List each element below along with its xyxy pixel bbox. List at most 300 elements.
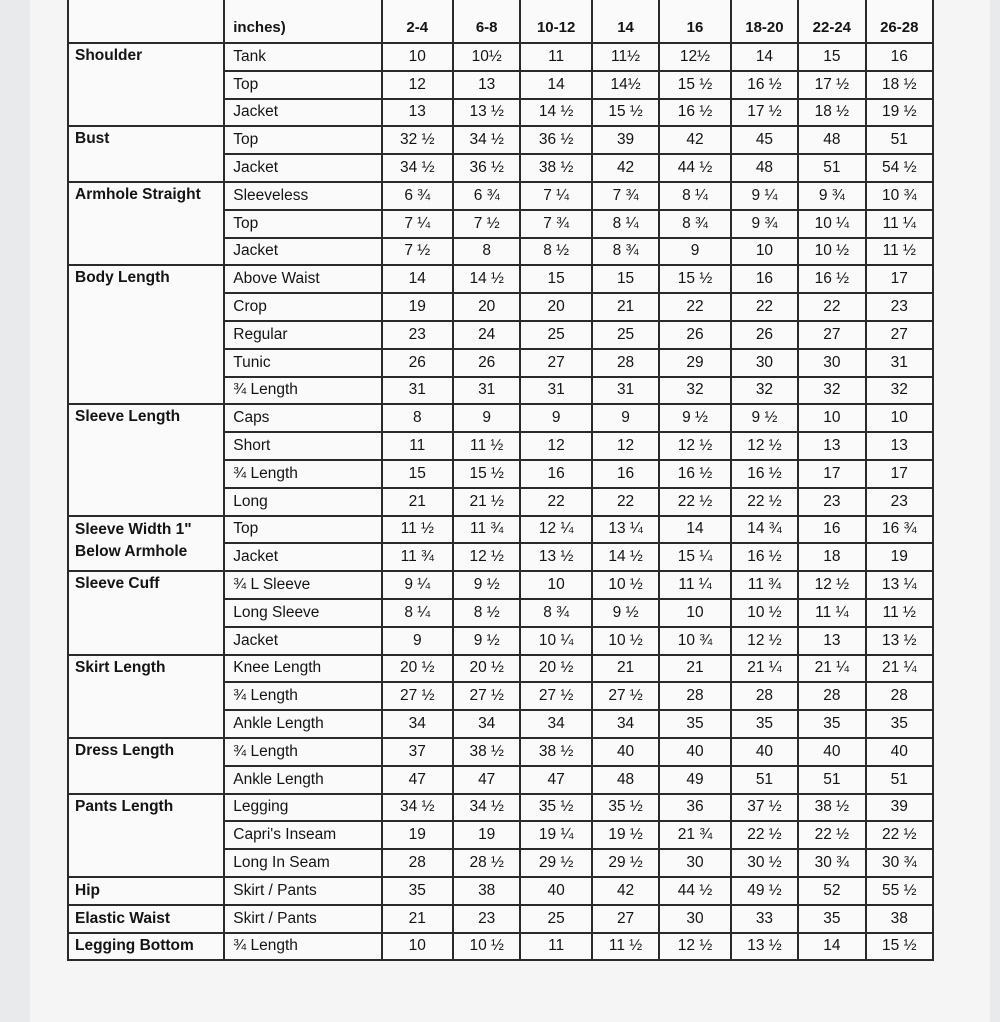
measurement-value: 13 (382, 99, 453, 127)
measurement-value: 40 (866, 738, 933, 766)
measurement-value: 29 ½ (592, 849, 659, 877)
measurement-value: 34 ½ (382, 154, 453, 182)
measurement-value: 8 ¼ (592, 210, 659, 238)
measurement-value: 12 ½ (659, 432, 730, 460)
measurement-label: Long Sleeve (224, 599, 381, 627)
measurement-value: 23 (453, 905, 520, 933)
measurement-value: 22 (520, 488, 591, 516)
measurement-value: 29 (659, 349, 730, 377)
measurement-value: 15 (520, 265, 591, 293)
measurement-value: 27 (866, 321, 933, 349)
measurement-value: 30 (798, 349, 865, 377)
measurement-value: 26 (659, 321, 730, 349)
measurement-value: 15 (798, 43, 865, 71)
measurement-value: 19 (382, 293, 453, 321)
measurement-value: 14 ½ (453, 265, 520, 293)
measurement-value: 42 (659, 126, 730, 154)
measurement-value: 49 (659, 766, 730, 794)
size-header: 6-8 (453, 0, 520, 43)
measurement-value: 13 (866, 432, 933, 460)
measurement-value: 19 ½ (866, 99, 933, 127)
measurement-value: 48 (731, 154, 798, 182)
measurement-value: 9 ¼ (382, 571, 453, 599)
measurement-value: 8 ¼ (659, 182, 730, 210)
measurement-value: 21 ¼ (731, 655, 798, 683)
measurement-value: 42 (592, 877, 659, 905)
size-chart-table (67, 0, 934, 961)
measurement-value: 16 ½ (659, 99, 730, 127)
measurement-value: 21 (382, 905, 453, 933)
measurement-value: 35 (382, 877, 453, 905)
measurement-value: 22 ½ (798, 821, 865, 849)
measurement-value: 25 (520, 321, 591, 349)
measurement-value: 39 (866, 794, 933, 822)
measurement-value: 21 (382, 488, 453, 516)
measurement-value: 14 (798, 933, 865, 961)
measurement-value: 15 ½ (659, 265, 730, 293)
category-label: Armhole Straight (68, 182, 224, 265)
measurement-value: 38 (453, 877, 520, 905)
measurement-value: 23 (798, 488, 865, 516)
measurement-value: 10½ (453, 43, 520, 71)
measurement-value: 12 ½ (453, 543, 520, 571)
measurement-value: 14 ½ (592, 543, 659, 571)
measurement-value: 44 ½ (659, 154, 730, 182)
measurement-value: 47 (520, 766, 591, 794)
measurement-label: Ankle Length (224, 766, 381, 794)
measurement-label: Long In Seam (224, 849, 381, 877)
measurement-value: 38 ½ (453, 738, 520, 766)
measurement-label: Tunic (224, 349, 381, 377)
measurement-value: 20 (453, 293, 520, 321)
measurement-value: 27 (798, 321, 865, 349)
measurement-label: Jacket (224, 238, 381, 266)
measurement-value: 7 ½ (382, 238, 453, 266)
category-label: Sleeve Cuff (68, 571, 224, 654)
measurement-value: 28 (592, 349, 659, 377)
measurement-value: 13 ½ (520, 543, 591, 571)
measurement-value: 28 ½ (453, 849, 520, 877)
measurement-value: 16 ¾ (866, 516, 933, 544)
measurement-value: 18 ½ (798, 99, 865, 127)
category-label: Pants Length (68, 794, 224, 877)
size-header: 14 (592, 0, 659, 43)
measurement-value: 31 (866, 349, 933, 377)
measurement-value: 20 ½ (382, 655, 453, 683)
measurement-label: ¾ L Sleeve (224, 571, 381, 599)
measurement-value: 31 (382, 377, 453, 405)
measurement-value: 11 ½ (592, 933, 659, 961)
measurement-value: 30 ¾ (866, 849, 933, 877)
measurement-value: 28 (382, 849, 453, 877)
measurement-value: 11 ¼ (866, 210, 933, 238)
measurement-value: 9 ¾ (798, 182, 865, 210)
category-label: Bust (68, 126, 224, 182)
measurement-value: 9 ¼ (731, 182, 798, 210)
measurement-value: 10 ¼ (520, 627, 591, 655)
measurement-value: 26 (453, 349, 520, 377)
measurement-value: 13 ¼ (592, 516, 659, 544)
measurement-value: 9 (453, 404, 520, 432)
measurement-value: 25 (592, 321, 659, 349)
measurement-value: 27 (520, 349, 591, 377)
table-row (68, 182, 933, 210)
measurement-value: 15 ¼ (659, 543, 730, 571)
measurement-label: Capri's Inseam (224, 821, 381, 849)
measurement-value: 36 (659, 794, 730, 822)
measurement-value: 30 ½ (731, 849, 798, 877)
measurement-value: 10 (798, 404, 865, 432)
measurement-value: 11 (382, 432, 453, 460)
measurement-value: 40 (520, 877, 591, 905)
measurement-value: 12½ (659, 43, 730, 71)
table-row (68, 877, 933, 905)
measurement-label: ¾ Length (224, 933, 381, 961)
measurement-value: 7 ¼ (520, 182, 591, 210)
measurement-value: 13 ¼ (866, 571, 933, 599)
table-row (68, 905, 933, 933)
measurement-value: 16 ½ (731, 460, 798, 488)
measurement-value: 25 (520, 905, 591, 933)
category-label: Sleeve Width 1" Below Armhole (68, 516, 224, 572)
measurement-value: 17 (866, 265, 933, 293)
measurement-value: 10 (659, 599, 730, 627)
measurement-value: 35 ½ (592, 794, 659, 822)
measurement-label: Long (224, 488, 381, 516)
measurement-value: 40 (592, 738, 659, 766)
measurement-value: 37 (382, 738, 453, 766)
measurement-value: 33 (731, 905, 798, 933)
measurement-value: 11 (520, 43, 591, 71)
measurement-value: 23 (382, 321, 453, 349)
measurement-value: 10 ¾ (866, 182, 933, 210)
measurement-value: 15 ½ (659, 71, 730, 99)
measurement-value: 16 (520, 460, 591, 488)
measurement-value: 20 ½ (520, 655, 591, 683)
measurement-value: 40 (731, 738, 798, 766)
measurement-value: 10 (520, 571, 591, 599)
measurement-value: 35 (659, 710, 730, 738)
measurement-value: 19 ½ (592, 821, 659, 849)
measurement-value: 28 (731, 682, 798, 710)
measurement-value: 28 (659, 682, 730, 710)
measurement-value: 10 ½ (798, 238, 865, 266)
size-header: 10-12 (520, 0, 591, 43)
measurement-value: 21 ½ (453, 488, 520, 516)
measurement-label: Above Waist (224, 265, 381, 293)
measurement-label: ¾ Length (224, 377, 381, 405)
measurement-value: 22 (592, 488, 659, 516)
measurement-value: 10 ¼ (798, 210, 865, 238)
measurement-value: 51 (866, 766, 933, 794)
measurement-value: 11 (520, 933, 591, 961)
category-label: Hip (68, 877, 224, 905)
measurement-value: 14 (520, 71, 591, 99)
measurement-value: 30 (731, 349, 798, 377)
table-row (68, 933, 933, 961)
measurement-value: 12 ½ (659, 933, 730, 961)
measurement-label: Tank (224, 43, 381, 71)
measurement-value: 11 ¼ (798, 599, 865, 627)
measurement-value: 24 (453, 321, 520, 349)
measurement-value: 29 ½ (520, 849, 591, 877)
measurement-value: 8 ½ (520, 238, 591, 266)
measurement-label: Skirt / Pants (224, 877, 381, 905)
measurement-value: 11½ (592, 43, 659, 71)
measurement-value: 31 (592, 377, 659, 405)
measurement-value: 27 ½ (520, 682, 591, 710)
measurement-value: 12 (520, 432, 591, 460)
measurement-value: 13 (453, 71, 520, 99)
table-row (68, 794, 933, 822)
measurement-label: Jacket (224, 543, 381, 571)
measurement-value: 34 ½ (453, 126, 520, 154)
measurement-value: 35 (731, 710, 798, 738)
measurement-value: 8 (382, 404, 453, 432)
measurement-value: 10 ½ (731, 599, 798, 627)
measurement-value: 55 ½ (866, 877, 933, 905)
measurement-value: 47 (382, 766, 453, 794)
measurement-label: Caps (224, 404, 381, 432)
measurement-value: 7 ¾ (520, 210, 591, 238)
measurement-value: 38 ½ (520, 738, 591, 766)
measurement-value: 15 ½ (592, 99, 659, 127)
table-row (68, 126, 933, 154)
measurement-value: 13 (798, 627, 865, 655)
measurement-value: 11 ½ (382, 516, 453, 544)
measurement-label: Jacket (224, 99, 381, 127)
category-label: Skirt Length (68, 655, 224, 738)
measurement-label: Knee Length (224, 655, 381, 683)
measurement-label: Regular (224, 321, 381, 349)
size-header: 2-4 (382, 0, 453, 43)
measurement-value: 13 (798, 432, 865, 460)
measurement-label: Crop (224, 293, 381, 321)
measurement-value: 7 ¼ (382, 210, 453, 238)
category-label: Legging Bottom (68, 933, 224, 961)
measurement-value: 34 ½ (382, 794, 453, 822)
table-row (68, 655, 933, 683)
category-label: Elastic Waist (68, 905, 224, 933)
measurement-value: 10 ¾ (659, 627, 730, 655)
measurement-value: 20 (520, 293, 591, 321)
measurement-value: 11 ¾ (382, 543, 453, 571)
measurement-value: 49 ½ (731, 877, 798, 905)
measurement-value: 8 ½ (453, 599, 520, 627)
measurement-label: Top (224, 516, 381, 544)
measurement-value: 51 (798, 154, 865, 182)
measurement-value: 21 ¾ (659, 821, 730, 849)
category-label: Sleeve Length (68, 404, 224, 515)
measurement-value: 9 ½ (592, 599, 659, 627)
measurement-value: 26 (382, 349, 453, 377)
measurement-value: 7 ½ (453, 210, 520, 238)
measurement-value: 35 ½ (520, 794, 591, 822)
measurement-value: 35 (798, 905, 865, 933)
measurement-value: 28 (798, 682, 865, 710)
measurement-value: 9 (592, 404, 659, 432)
measurement-value: 22 (659, 293, 730, 321)
measurement-label: ¾ Length (224, 682, 381, 710)
measurement-value: 31 (520, 377, 591, 405)
measurement-label: Top (224, 71, 381, 99)
size-header: 22-24 (798, 0, 865, 43)
measurement-value: 34 (592, 710, 659, 738)
measurement-value: 32 (866, 377, 933, 405)
measurement-value: 51 (798, 766, 865, 794)
measurement-value: 34 (453, 710, 520, 738)
measurement-value: 22 ½ (659, 488, 730, 516)
measurement-value: 27 (592, 905, 659, 933)
measurement-value: 44 ½ (659, 877, 730, 905)
measurement-value: 11 ½ (866, 238, 933, 266)
measurement-value: 17 (798, 460, 865, 488)
measurement-value: 10 (866, 404, 933, 432)
measurement-value: 10 (382, 933, 453, 961)
measurement-value: 10 (382, 43, 453, 71)
header-row (68, 0, 933, 43)
measurement-value: 23 (866, 293, 933, 321)
measurement-value: 40 (798, 738, 865, 766)
measurement-value: 9 ½ (731, 404, 798, 432)
measurement-value: 17 ½ (731, 99, 798, 127)
measurement-value: 15 ½ (453, 460, 520, 488)
measurement-value: 13 ½ (453, 99, 520, 127)
measurement-value: 19 (382, 821, 453, 849)
measurement-value: 11 ½ (866, 599, 933, 627)
measurement-value: 11 ¾ (453, 516, 520, 544)
measurement-value: 51 (866, 126, 933, 154)
measurement-value: 12 (592, 432, 659, 460)
size-chart-body (68, 0, 933, 960)
measurement-value: 10 ½ (592, 627, 659, 655)
measurement-value: 16 (798, 516, 865, 544)
header-measure-label: inches) (224, 0, 381, 43)
measurement-value: 11 ½ (453, 432, 520, 460)
measurement-value: 15 (382, 460, 453, 488)
measurement-value: 14 (731, 43, 798, 71)
table-row (68, 43, 933, 71)
measurement-value: 12 ½ (731, 432, 798, 460)
measurement-value: 47 (453, 766, 520, 794)
measurement-value: 16 ½ (659, 460, 730, 488)
measurement-value: 42 (592, 154, 659, 182)
measurement-value: 14 (382, 265, 453, 293)
measurement-label: Short (224, 432, 381, 460)
measurement-value: 40 (659, 738, 730, 766)
measurement-value: 22 ½ (731, 821, 798, 849)
measurement-value: 32 (731, 377, 798, 405)
measurement-value: 30 (659, 849, 730, 877)
measurement-value: 48 (592, 766, 659, 794)
measurement-value: 9 ½ (659, 404, 730, 432)
measurement-value: 31 (453, 377, 520, 405)
measurement-value: 15 (592, 265, 659, 293)
measurement-value: 12 ½ (731, 627, 798, 655)
measurement-value: 6 ¾ (453, 182, 520, 210)
measurement-value: 16 ½ (731, 543, 798, 571)
measurement-value: 23 (866, 488, 933, 516)
measurement-value: 26 (731, 321, 798, 349)
measurement-value: 19 (866, 543, 933, 571)
size-header: 26-28 (866, 0, 933, 43)
table-row (68, 404, 933, 432)
measurement-label: Top (224, 210, 381, 238)
measurement-value: 34 (382, 710, 453, 738)
measurement-value: 7 ¾ (592, 182, 659, 210)
measurement-value: 18 (798, 543, 865, 571)
measurement-value: 51 (731, 766, 798, 794)
measurement-value: 8 ¾ (659, 210, 730, 238)
measurement-value: 36 ½ (520, 126, 591, 154)
category-label: Dress Length (68, 738, 224, 794)
measurement-label: ¾ Length (224, 738, 381, 766)
measurement-value: 39 (592, 126, 659, 154)
measurement-value: 38 ½ (798, 794, 865, 822)
measurement-value: 37 ½ (731, 794, 798, 822)
measurement-value: 35 (866, 710, 933, 738)
measurement-value: 9 (659, 238, 730, 266)
measurement-value: 30 ¾ (798, 849, 865, 877)
measurement-label: Jacket (224, 154, 381, 182)
category-label: Shoulder (68, 43, 224, 126)
measurement-value: 21 (592, 655, 659, 683)
table-row (68, 571, 933, 599)
measurement-value: 12 (382, 71, 453, 99)
measurement-value: 12 ½ (798, 571, 865, 599)
measurement-value: 21 (592, 293, 659, 321)
measurement-value: 10 ½ (592, 571, 659, 599)
measurement-value: 16 ½ (798, 265, 865, 293)
measurement-value: 9 ½ (453, 571, 520, 599)
measurement-label: Skirt / Pants (224, 905, 381, 933)
measurement-value: 20 ½ (453, 655, 520, 683)
measurement-value: 52 (798, 877, 865, 905)
measurement-value: 11 ¼ (659, 571, 730, 599)
measurement-value: 22 ½ (866, 821, 933, 849)
measurement-value: 22 (731, 293, 798, 321)
measurement-value: 9 ½ (453, 627, 520, 655)
measurement-value: 45 (731, 126, 798, 154)
size-header: 16 (659, 0, 730, 43)
measurement-value: 17 (866, 460, 933, 488)
measurement-value: 34 (520, 710, 591, 738)
measurement-value: 21 ¼ (866, 655, 933, 683)
measurement-label: ¾ Length (224, 460, 381, 488)
measurement-value: 54 ½ (866, 154, 933, 182)
measurement-label: Jacket (224, 627, 381, 655)
measurement-value: 22 (798, 293, 865, 321)
measurement-value: 38 (866, 905, 933, 933)
measurement-value: 27 ½ (453, 682, 520, 710)
measurement-value: 6 ¾ (382, 182, 453, 210)
measurement-value: 13 ½ (731, 933, 798, 961)
measurement-value: 21 (659, 655, 730, 683)
measurement-value: 11 ¾ (731, 571, 798, 599)
measurement-value: 8 ¼ (382, 599, 453, 627)
measurement-value: 10 (731, 238, 798, 266)
measurement-value: 22 ½ (731, 488, 798, 516)
measurement-value: 16 (731, 265, 798, 293)
measurement-value: 19 ¼ (520, 821, 591, 849)
measurement-value: 38 ½ (520, 154, 591, 182)
measurement-value: 30 (659, 905, 730, 933)
measurement-value: 9 ¾ (731, 210, 798, 238)
measurement-value: 9 (520, 404, 591, 432)
measurement-value: 16 ½ (731, 71, 798, 99)
measurement-value: 21 ¼ (798, 655, 865, 683)
measurement-value: 14½ (592, 71, 659, 99)
